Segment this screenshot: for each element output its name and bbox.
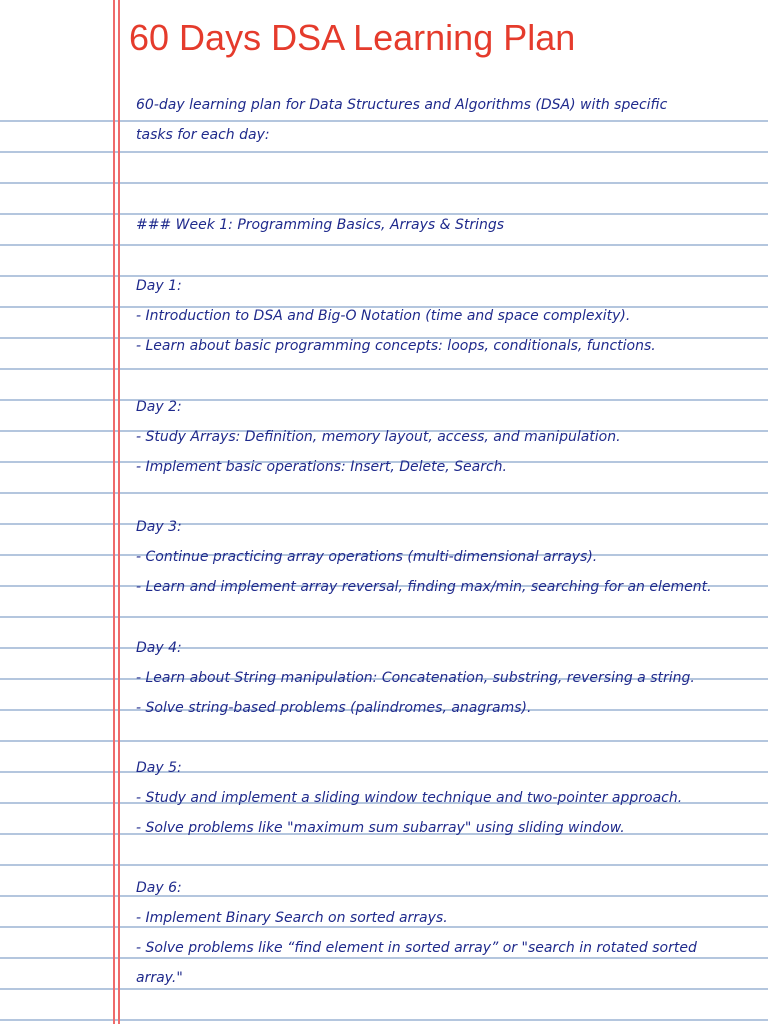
- intro-line: tasks for each day:: [136, 127, 270, 143]
- page-title: 60 Days DSA Learning Plan: [129, 17, 576, 58]
- day-label: Day 5:: [136, 760, 182, 776]
- task-item: array.": [136, 970, 183, 986]
- day-label: Day 2:: [136, 399, 182, 415]
- task-item: - Study and implement a sliding window technique and two-pointer approach.: [136, 790, 683, 806]
- task-item: - Introduction to DSA and Big-O Notation (time and space complexity).: [136, 308, 631, 324]
- task-item: - Study Arrays: Definition, memory layout, access, and manipulation.: [136, 429, 621, 445]
- margin-line-left: [113, 0, 115, 1024]
- task-item: - Solve problems like “find element in sorted array” or "search in rotated sorted: [136, 940, 697, 956]
- task-item: - Learn about String manipulation: Concatenation, substring, reversing a string.: [136, 670, 695, 686]
- task-item: - Solve problems like "maximum sum subarray" using sliding window.: [136, 820, 625, 836]
- task-item: - Implement Binary Search on sorted arrays.: [136, 910, 448, 926]
- week-heading: ### Week 1: Programming Basics, Arrays & Strings: [136, 217, 505, 233]
- task-item: - Continue practicing array operations (multi-dimensional arrays).: [136, 549, 598, 565]
- day-label: Day 4:: [136, 640, 182, 656]
- margin-line-right: [118, 0, 120, 1024]
- day-label: Day 1:: [136, 278, 182, 294]
- intro-line: 60-day learning plan for Data Structures and Algorithms (DSA) with specific: [136, 97, 668, 113]
- task-item: - Solve string-based problems (palindromes, anagrams).: [136, 700, 532, 716]
- task-item: - Implement basic operations: Insert, Delete, Search.: [136, 459, 508, 475]
- task-item: - Learn about basic programming concepts: loops, conditionals, functions.: [136, 338, 656, 354]
- day-label: Day 6:: [136, 880, 182, 896]
- task-item: - Learn and implement array reversal, finding max/min, searching for an element.: [136, 579, 712, 595]
- day-label: Day 3:: [136, 519, 182, 535]
